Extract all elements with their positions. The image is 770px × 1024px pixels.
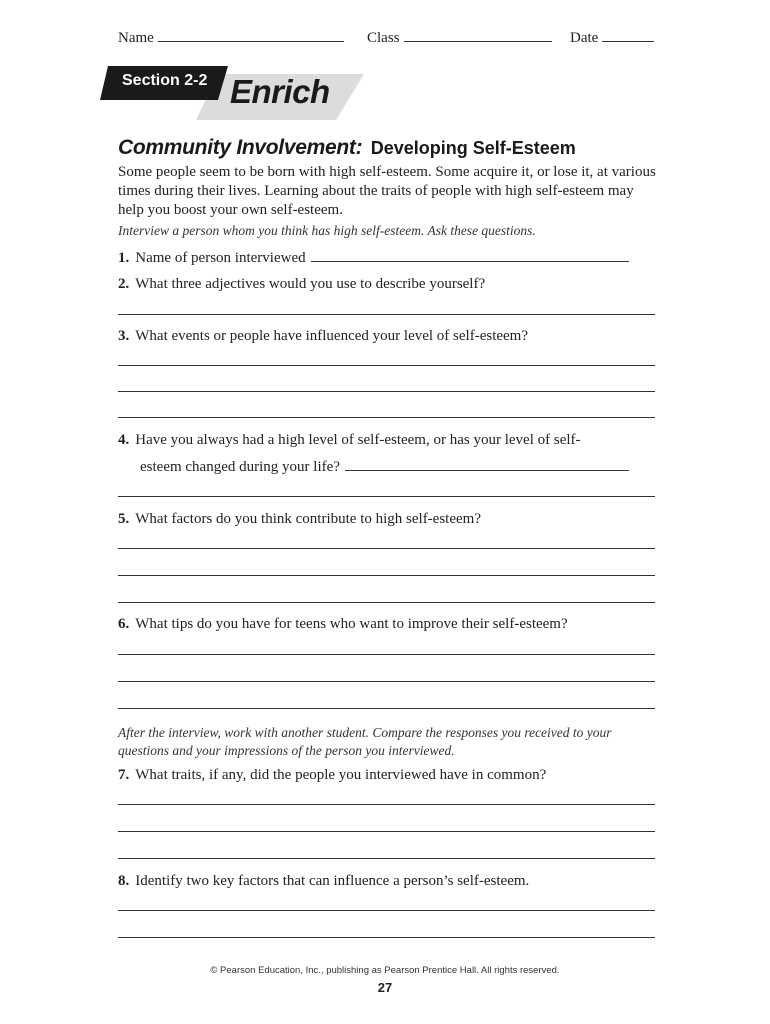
page-number: 27 xyxy=(377,980,393,995)
question-8 xyxy=(118,871,656,891)
question-number: 1. xyxy=(118,250,130,266)
answer-line-8a[interactable] xyxy=(118,910,655,911)
date-label: Date xyxy=(570,30,599,46)
question-number: 5. xyxy=(118,511,130,527)
question-text-cont: esteem changed during your life? xyxy=(140,459,340,475)
title-part-1: Community Involvement: xyxy=(118,136,363,159)
answer-line-6b[interactable] xyxy=(118,681,655,682)
question-text: What events or people have influenced your level of self-esteem? xyxy=(135,328,528,344)
class-blank[interactable] xyxy=(404,28,552,42)
question-7 xyxy=(118,765,656,785)
question-text: What factors do you think contribute to high self-esteem? xyxy=(135,511,481,527)
answer-line-3b[interactable] xyxy=(118,391,655,392)
answer-line-4a[interactable] xyxy=(345,458,629,471)
question-number: 4. xyxy=(118,432,130,448)
question-text: What traits, if any, did the people you interviewed have in common? xyxy=(135,767,547,783)
question-6 xyxy=(118,614,656,634)
question-5 xyxy=(118,509,656,529)
date-blank[interactable] xyxy=(602,28,654,42)
answer-line-5a[interactable] xyxy=(118,548,655,549)
question-4-continued xyxy=(140,457,629,477)
answer-line-5b[interactable] xyxy=(118,575,655,576)
question-number: 7. xyxy=(118,767,130,783)
date-field[interactable] xyxy=(570,28,654,47)
question-text: What tips do you have for teens who want to improve their self-esteem? xyxy=(135,616,568,632)
class-label: Class xyxy=(367,30,400,46)
banner-heading: Enrich xyxy=(230,73,330,110)
worksheet-title xyxy=(118,136,576,160)
question-text: Name of person interviewed xyxy=(135,250,306,266)
question-1 xyxy=(118,248,656,268)
question-text: What three adjectives would you use to describe yourself? xyxy=(135,276,486,292)
section-banner xyxy=(100,64,364,122)
section-number: Section 2-2 xyxy=(122,72,208,89)
answer-line-7b[interactable] xyxy=(118,831,655,832)
answer-line-5c[interactable] xyxy=(118,602,655,603)
name-blank[interactable] xyxy=(158,28,344,42)
answer-line-2a[interactable] xyxy=(118,314,655,315)
class-field[interactable] xyxy=(367,28,552,47)
student-info-header xyxy=(118,28,656,48)
answer-line-7a[interactable] xyxy=(118,804,655,805)
question-number: 6. xyxy=(118,616,130,632)
answer-line-7c[interactable] xyxy=(118,858,655,859)
answer-line-3c[interactable] xyxy=(118,417,655,418)
question-3 xyxy=(118,326,656,346)
question-text: Identify two key factors that can influence a person’s self-esteem. xyxy=(135,873,530,889)
answer-line-1[interactable] xyxy=(311,249,629,262)
answer-line-6c[interactable] xyxy=(118,708,655,709)
copyright-footer: © Pearson Education, Inc., publishing as Pearson Prentice Hall. All rights reserved. xyxy=(210,965,560,976)
title-part-2: Developing Self-Esteem xyxy=(370,138,576,158)
comparison-instruction: After the interview, work with another student. Compare the responses you received to your questions and your impressions of the person you interviewed. xyxy=(118,725,612,758)
question-number: 2. xyxy=(118,276,130,292)
question-text: Have you always had a high level of self-esteem, or has your level of self- xyxy=(135,432,581,448)
answer-line-4b[interactable] xyxy=(118,496,655,497)
answer-line-8b[interactable] xyxy=(118,937,655,938)
question-number: 8. xyxy=(118,873,130,889)
question-number: 3. xyxy=(118,328,130,344)
answer-line-6a[interactable] xyxy=(118,654,655,655)
interview-instruction: Interview a person whom you think has high self-esteem. Ask these questions. xyxy=(118,223,536,238)
name-label: Name xyxy=(118,30,154,46)
intro-paragraph: Some people seem to be born with high self-esteem. Some acquire it, or lose it, at various times during their lives. Learning about the traits of people with high self-esteem may help you boost your own self-esteem. xyxy=(118,164,656,218)
question-2 xyxy=(118,274,656,294)
name-field[interactable] xyxy=(118,28,344,47)
question-4 xyxy=(118,430,656,450)
answer-line-3a[interactable] xyxy=(118,365,655,366)
